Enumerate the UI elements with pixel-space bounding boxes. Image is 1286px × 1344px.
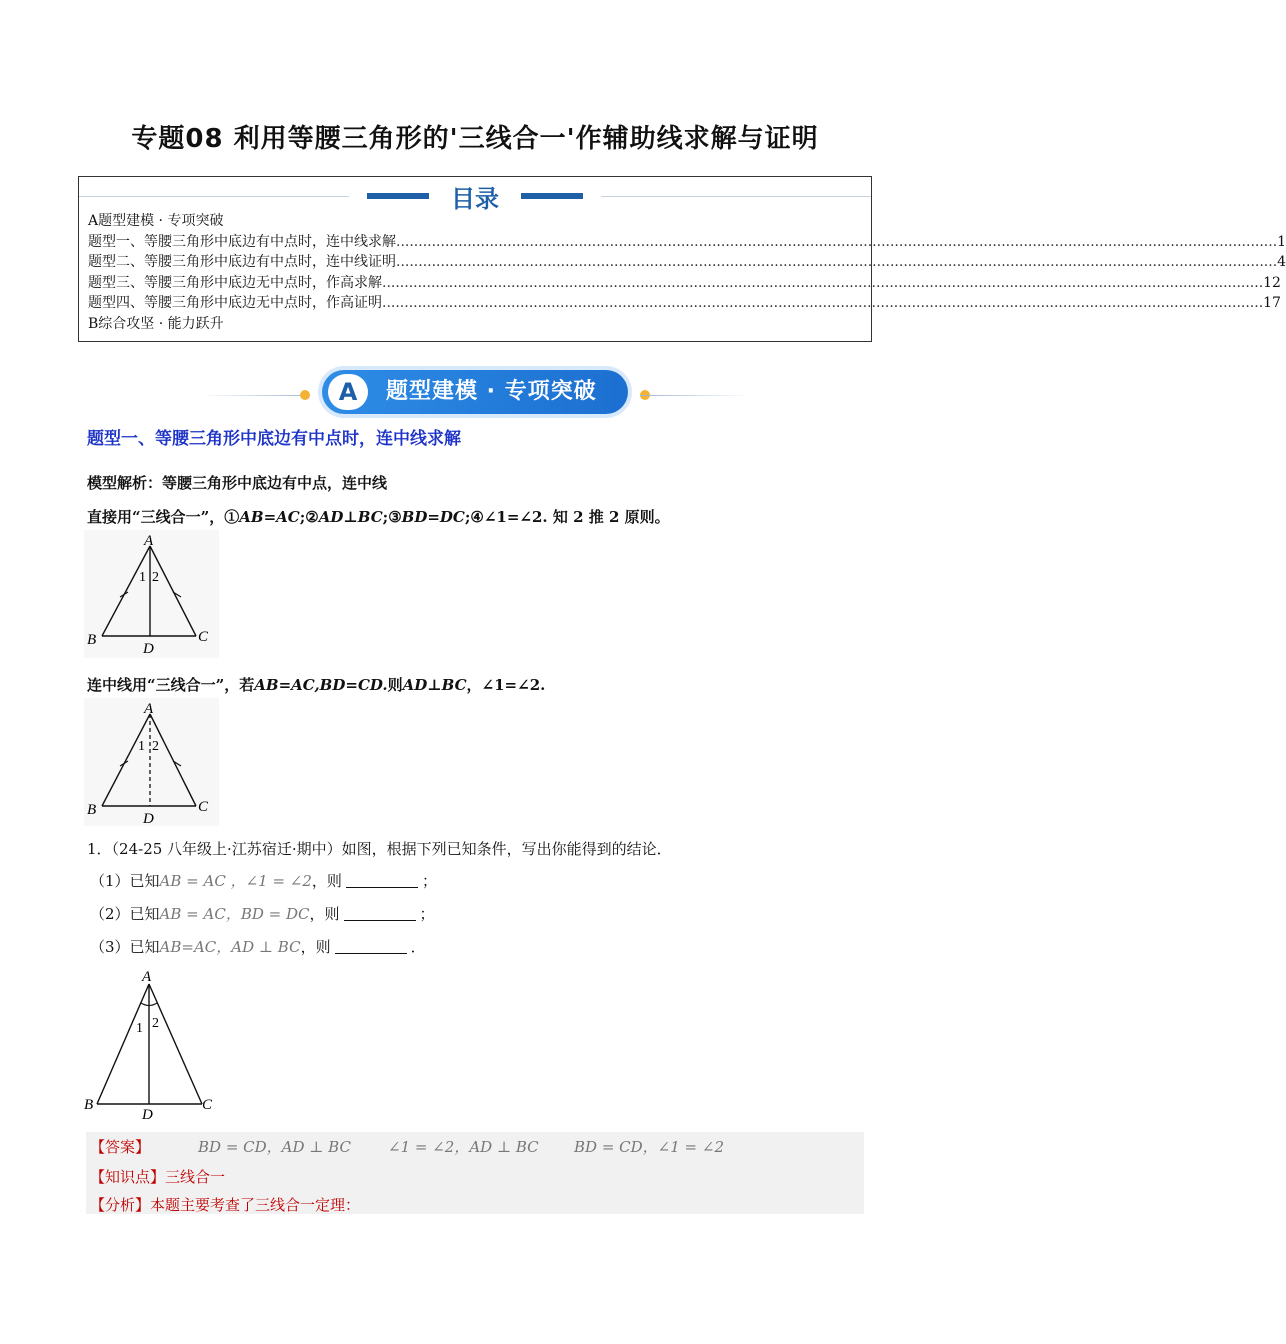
label-b: B bbox=[87, 802, 97, 818]
label-angle-1: 1 bbox=[139, 570, 146, 585]
type1-heading: 题型一、等腰三角形中底边有中点时，连中线求解 bbox=[87, 429, 461, 449]
side-ab bbox=[97, 984, 149, 1104]
label-angle-2: 2 bbox=[152, 1016, 159, 1031]
median-use-line bbox=[87, 674, 545, 695]
table-of-contents bbox=[78, 176, 1286, 342]
cond-ad-perp-bc: AD⊥BC bbox=[318, 508, 383, 526]
answer-box bbox=[86, 1132, 864, 1214]
label-d: D bbox=[142, 1107, 153, 1123]
triangle-figure-1 bbox=[84, 530, 219, 658]
part-num: （3）已知 bbox=[90, 938, 160, 956]
analysis-row bbox=[90, 1194, 360, 1215]
part-end: ； bbox=[419, 905, 435, 923]
toc-item-label: 题型一、等腰三角形中底边有中点时，连中线求解 bbox=[88, 233, 396, 250]
toc-item[interactable] bbox=[88, 232, 1286, 253]
label-d: D bbox=[143, 641, 154, 657]
answer-blank[interactable] bbox=[344, 906, 416, 921]
label-angle-2: 2 bbox=[152, 739, 159, 754]
answer-label: 【答案】 bbox=[90, 1138, 151, 1156]
sep: ;② bbox=[299, 508, 319, 526]
toc-divider-left bbox=[79, 196, 349, 197]
part-end: ． bbox=[410, 938, 426, 956]
answer-1: BD = CD，AD ⊥ BC bbox=[198, 1138, 351, 1156]
label-b: B bbox=[87, 632, 97, 648]
banner-rule-right bbox=[640, 395, 750, 396]
banner-rule-left bbox=[200, 395, 310, 396]
toc-item-page: 1 bbox=[1277, 233, 1286, 250]
toc-bar-left bbox=[367, 193, 429, 199]
model-analysis: 模型解析：等腰三角形中底边有中点，连中线 bbox=[87, 474, 388, 492]
triangle-figure-3 bbox=[82, 964, 222, 1122]
answer-blank[interactable] bbox=[335, 939, 407, 954]
knowledge-point-label: 【知识点】 bbox=[90, 1168, 166, 1186]
label-angle-1: 1 bbox=[138, 739, 145, 754]
answer-3: BD = CD，∠1 = ∠2 bbox=[574, 1138, 724, 1156]
banner-badge: A bbox=[328, 374, 368, 410]
part-num: （1）已知 bbox=[90, 872, 160, 890]
cond-ab-ac: AB=AC bbox=[239, 508, 300, 526]
toc-item[interactable] bbox=[88, 293, 1281, 314]
question-part-2 bbox=[90, 903, 435, 924]
median-use-cond: AB=AC,BD=CD. bbox=[254, 676, 388, 694]
label-d: D bbox=[143, 811, 154, 827]
part-then: ，则 bbox=[300, 938, 331, 956]
toc-section-b[interactable] bbox=[88, 314, 865, 335]
answer-blank[interactable] bbox=[346, 873, 418, 888]
question-part-1 bbox=[90, 870, 437, 891]
toc-section-a-label: A题型建模 · 专项突破 bbox=[88, 213, 224, 229]
triangle-figure-2 bbox=[84, 698, 219, 826]
toc-leader-dots: ...................................................................................................................................................................................................... bbox=[396, 233, 1278, 250]
toc-body bbox=[88, 211, 1286, 334]
section-banner bbox=[180, 368, 770, 416]
label-c: C bbox=[202, 1097, 213, 1113]
label-a: A bbox=[142, 969, 152, 985]
direct-use-prefix: 直接用“三线合一”，① bbox=[87, 508, 240, 526]
median-use-tail: ，∠1=∠2. bbox=[466, 676, 546, 694]
question-part-3 bbox=[90, 936, 426, 957]
toc-leader-dots: ...................................................................................................................................................................................................... bbox=[382, 274, 1264, 291]
label-angle-1: 1 bbox=[136, 1021, 143, 1036]
label-a: A bbox=[144, 701, 154, 717]
toc-section-a[interactable] bbox=[88, 211, 865, 232]
toc-item-label: 题型二、等腰三角形中底边有中点时，连中线证明 bbox=[88, 254, 396, 270]
answer-row bbox=[90, 1136, 724, 1157]
toc-item[interactable] bbox=[88, 273, 1281, 294]
answer-2: ∠1 = ∠2，AD ⊥ BC bbox=[388, 1138, 539, 1156]
toc-leader-dots: ...................................................................................................................................................................................................... bbox=[382, 295, 1264, 311]
toc-item-page: 12 bbox=[1263, 274, 1281, 291]
cond-bd-dc: BD=DC bbox=[401, 508, 465, 526]
toc-item-label: 题型三、等腰三角形中底边无中点时，作高求解 bbox=[88, 274, 382, 291]
label-angle-2: 2 bbox=[152, 570, 159, 585]
toc-leader-dots: ...................................................................................................................................................................................................... bbox=[396, 254, 1278, 270]
page-title: 专题08 利用等腰三角形的'三线合一'作辅助线求解与证明 bbox=[131, 124, 819, 154]
toc-item-page: 17 bbox=[1263, 295, 1281, 311]
label-a: A bbox=[144, 533, 154, 549]
part-cond: AB = AC ，∠1 = ∠2 bbox=[159, 872, 312, 890]
analysis-text: 本题主要考查了三线合一定理： bbox=[150, 1196, 361, 1214]
toc-item[interactable] bbox=[88, 252, 1286, 273]
median-use-prefix: 连中线用“三线合一”，若 bbox=[87, 676, 255, 694]
direct-use-tail: ;④∠1=∠2. 知 2 推 2 原则。 bbox=[464, 508, 670, 526]
knowledge-point: 三线合一 bbox=[165, 1168, 226, 1186]
toc-bar-right bbox=[521, 193, 583, 199]
toc-item-page: 4 bbox=[1277, 254, 1286, 270]
toc-title: 目录 bbox=[451, 184, 499, 213]
toc-divider-right bbox=[601, 196, 871, 197]
direct-use-line bbox=[87, 506, 670, 527]
sep: ;③ bbox=[382, 508, 402, 526]
label-b: B bbox=[84, 1097, 94, 1113]
median-use-mid: 则 bbox=[387, 676, 403, 694]
part-cond: AB = AC，BD = DC bbox=[159, 905, 310, 923]
label-c: C bbox=[198, 629, 209, 645]
analysis-label: 【分析】 bbox=[90, 1196, 151, 1214]
median-use-res: AD⊥BC bbox=[402, 676, 467, 694]
part-then: ，则 bbox=[311, 872, 342, 890]
toc-item-label: 题型四、等腰三角形中底边无中点时，作高证明 bbox=[88, 295, 382, 311]
banner-text: 题型建模 · 专项突破 bbox=[386, 379, 597, 404]
part-end: ； bbox=[421, 872, 437, 890]
side-ac bbox=[149, 984, 202, 1104]
part-cond: AB=AC，AD ⊥ BC bbox=[159, 938, 301, 956]
question-stem: 1．（24-25 八年级上·江苏宿迁·期中）如图，根据下列已知条件，写出你能得到的结论． bbox=[87, 840, 672, 858]
banner-dot-left bbox=[300, 390, 310, 400]
part-num: （2）已知 bbox=[90, 905, 160, 923]
part-then: ，则 bbox=[309, 905, 340, 923]
toc-section-b-label: B综合攻坚 · 能力跃升 bbox=[88, 315, 224, 332]
label-c: C bbox=[198, 799, 209, 815]
banner-pill bbox=[322, 370, 628, 414]
knowledge-point-row bbox=[90, 1166, 225, 1187]
toc-header bbox=[79, 181, 871, 211]
